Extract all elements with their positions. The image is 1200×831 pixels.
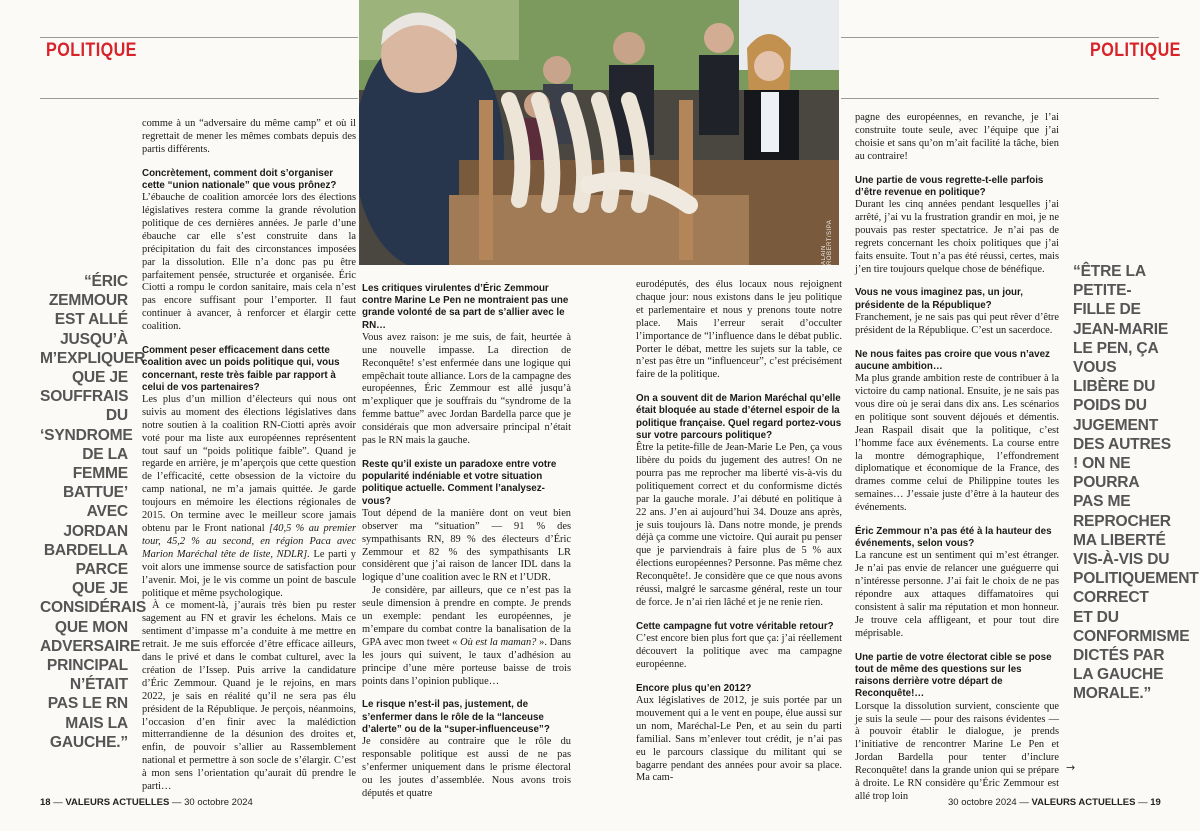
col4-paragraph: Franchement, je ne sais pas qui peut rêver d’être président de la République. C’est un sacerdoce.	[855, 311, 1059, 336]
col1-editor-note: [40,5 % au premier tour, 45,2 % au second, en région Paca avec Marion Maréchal tête de liste, NDLR].	[142, 522, 356, 560]
col2-paragraph: Tout dépend de la manière dont on veut bien observer ma “situation” — 91 % des sympathisants RN, 89 % des électeurs d’Éric Zemmour et 82 % des sympathisants LR considèrent que j’ai raison de lancer IDL dans la logique d’une coalition avec le RN et l’UDR.	[362, 507, 571, 584]
col2-question: Reste qu’il existe un paradoxe entre votre popularité indéniable et votre situation politique actuelle. Comment l’analysez-vous?	[362, 458, 557, 507]
col2-text: Je considère, par ailleurs, que ce n’est pas la seule dimension à prendre en compte. Je prends un exemple: pendant les européennes, je m’empare du combat contre la banalisation de la GPA avec mon tweet «	[362, 585, 571, 648]
col4-question: Éric Zemmour n’a pas été à la hauteur des événements, selon vous?	[855, 526, 1052, 550]
col3-paragraph: Aux législatives de 2012, je suis portée par un mouvement qui a le vent en poupe, élue aussi sur un nom, Maréchal-Le Pen, et au sein du parti familial. Sans m’enlever tout crédit, je n’ai pas eu le parcours classique du militant qui se bagarre pendant des années pour avoir sa place. Ma cam-	[636, 694, 842, 784]
col2-tweet-quote: Où est la maman?	[460, 636, 537, 648]
footer-right	[948, 797, 1161, 808]
col3-question: On a souvent dit de Marion Maréchal qu’elle était bloquée au stade d’éternel espoir de la politique française. Quel regard portez-vous sur votre parcours politique?	[636, 393, 842, 441]
col4-paragraph: Ma plus grande ambition reste de contribuer à la victoire du camp national. Ensuite, je ne sais pas vous dire où je serai dans dix ans. Les scénarios en politique sont souvent déjoués et démentis. Jean Raspail disait que la politique, c’est l’homme face aux événements. La course entre la montre démographique, l’effondrement diplomatique et économique de la France, des drames comme celui de Philippine toutes les semaines… J’essaie juste d’être à la hauteur des événements.	[855, 373, 1059, 514]
col3-question: Encore plus qu’en 2012?	[636, 682, 752, 694]
col4-paragraph: Lorsque la dissolution survient, consciente que je suis la seule — pour des raisons évidentes — à pouvoir établir le dialogue, je prends l’initiative de rencontrer Marine Le Pen et Jordan Bardella pour tenter d’inclure Reconquête! dans la grande union qui se prépare à droite. Le RN considère qu’Éric Zemmour est allé trop loin	[855, 700, 1059, 802]
col4-paragraph: pagne des européennes, en revanche, je l’ai construite toute seule, avec l’équipe que j’ai choisie et sans qu’on m’ait facilité la tâche, bien au contraire!	[855, 112, 1059, 162]
col1-question: Comment peser efficacement dans cette coalition avec un poids politique qui, vous concernant, reste très faible par rapport à celui de vos partenaires?	[142, 345, 340, 393]
footer-left	[40, 797, 253, 808]
col4-question: Une partie de votre électorat cible se pose tout de même des questions sur les raisons derrière votre départ de Reconquête!…	[855, 651, 1052, 700]
col3-paragraph: C’est encore bien plus fort que ça: j’ai réellement découvert la politique avec ma campagne européenne.	[636, 633, 842, 670]
column-3	[636, 279, 842, 785]
header-rule-right	[841, 37, 1159, 38]
article-photo	[359, 0, 839, 265]
header-rule-right-bottom	[841, 98, 1159, 99]
col3-paragraph: eurodéputés, des élus locaux nous rejoignent chaque jour: nous existons dans le jeu politique et parlementaire et nous y prenons toute notre place. Mais l’erreur serait d’occulter l’importance de “l’influence dans le débat public. Porter le débat, mettre les sujets sur la table, ce n’est pas être un “influenceur”, c’est précisément faire de la politique.	[636, 279, 842, 381]
col1-paragraph: L’ébauche de coalition amorcée lors des élections législatives restera comme la grande révolution politique de ces dernières années. Je parle d’une ébauche car elle s’est construite dans la précipitation du fait des circonstances imposées par la dissolution. Elle n’a donc pas pu être parfaitement pensée, structurée et organisée. Éric Ciotti a rompu le cordon sanitaire, mais cela n’est pas encore suffisant pour l’emporter. Il faut continuer à avancer, à renforcer et élargir cette coalition.	[142, 192, 356, 333]
col4-paragraph: La rancune est un sentiment qui m’est étranger. Je n’ai pas envie de relancer une guéguerre qui n’intéresse personne. J’ai fait le choix de ne pas répondre aux attaques diffamatoires qui consistent à salir ma réputation et mon honneur. Je trouve cela affligeant, et pour tout dire méprisable.	[855, 550, 1059, 639]
publication-title-right: VALEURS ACTUELLES	[1031, 797, 1136, 808]
page-number-left: 18	[40, 797, 51, 808]
footer-separator: —	[171, 797, 182, 808]
publication-title-left: VALEURS ACTUELLES	[65, 797, 170, 808]
rubric-left: POLITIQUE	[46, 40, 137, 61]
column-4	[855, 112, 1059, 804]
header-rule-left-bottom	[40, 98, 358, 99]
col2-paragraph	[362, 585, 571, 688]
col2-paragraph: Vous avez raison: je me suis, de fait, heurtée à une nouvelle impasse. La direction de Reconquête! s’est enfermée dans une logique qui empêchait toute alliance. Lors de la campagne des européennes, Éric Zemmour est allé jusqu’à m’expliquer que je souffrais du “syndrome de la femme battue” avec Jordan Bardella parce que je considérais que mon adversaire principal n’était pas le RN mais la gauche.	[362, 331, 571, 447]
pull-quote-left: “ÉRIC ZEMMOUR EST ALLÉ JUSQU’À M’EXPLIQUER QUE JE SOUFFRAIS DU ‘SYNDROME DE LA FEMME BATTUE’ AVEC JORDAN BARDELLA PARCE QUE JE CONSIDÉRAIS QUE MON ADVERSAIRE PRINCIPAL N’ÉTAIT PAS LE RN MAIS LA GAUCHE.”	[40, 273, 147, 751]
col4-question: Ne nous faites pas croire que vous n’avez aucune ambition…	[855, 348, 1050, 372]
col2-question: Le risque n’est-il pas, justement, de s’enfermer dans le rôle de la “lanceuse d’alerte” ou de la “super-influenceuse”?	[362, 699, 550, 735]
continue-arrow-icon: →	[1066, 761, 1076, 774]
col2-question: Les critiques virulentes d’Éric Zemmour contre Marine Le Pen ne montraient pas une grande volonté de sa part de s’allier avec le RN…	[362, 283, 569, 331]
col1-question: Concrètement, comment doit s’organiser cette “union nationale” que vous prônez?	[142, 167, 337, 191]
col1-text: Les plus d’un million d’électeurs qui nous ont suivis au moment des élections législatives dans notre soutien à la coalition RN-Ciotti après avoir voté pour ma liste aux européennes représentent tout sauf un “poids politique faible”. Quand je regarde en arrière, je m’aperçois que cette question de l’efficacité, cette obsession de la victoire du camp national, ne m’a jamais quittée. Je garde toujours en mémoire les élections régionales de 2015. On termine avec le meilleur score jamais obtenu par le Front national	[142, 393, 356, 534]
col1-paragraph: À ce moment-là, j’aurais très bien pu rester sagement au FN et gravir les échelons. Mais ce sentiment d’impasse m’a conduite à me mettre en retrait. Je me suis efforcée d’être efficace ailleurs, dans le privé et dans le combat culturel, avec la création de l’Issep. Puis arrive la candidature d’Éric Zemmour. Quand je le rejoins, en mars 2022, je sais en réalité qu’il ne sera pas élu président de la République. Je perçois, néanmoins, l’occasion d’en finir avec la malédiction mitterrandienne de la désunion des droites et, enfin, de pouvoir s’allier au Rassemblement national et permettre à son socle de s’élargir. C’est à mon sens l’orientation qu’aurait dû prendre le parti…	[142, 600, 356, 793]
col1-paragraph	[142, 394, 356, 601]
col1-paragraph: comme à un “adversaire du même camp” et où il regrettait de mener les mêmes combats depuis des partis différents.	[142, 118, 356, 155]
col1-text: Le parti y voit alors une immense source de satisfaction pour l’avenir. Moi, je le vis comme un point de bascule politique et même psychologique.	[142, 548, 357, 599]
header-rule-left	[40, 37, 358, 38]
column-1	[142, 118, 356, 794]
col2-text: ». Dans les jours qui suivent, le taux d’adhésion au principe d’une mère porteuse baisse de trois points dans l’opinion publique…	[362, 636, 571, 687]
photo-illustration	[359, 0, 839, 265]
col4-question: Une partie de vous regrette-t-elle parfois d’être revenue en politique?	[855, 174, 1044, 198]
footer-separator: —	[1138, 797, 1148, 808]
issue-date-right: 30 octobre 2024	[948, 797, 1017, 808]
rubric-right: POLITIQUE	[1090, 40, 1181, 61]
footer-separator: —	[1019, 797, 1029, 808]
photo-credit: ALAIN ROBERT/SIPA	[821, 219, 833, 265]
pull-quote-right: “ÊTRE LA PETITE-FILLE DE JEAN-MARIE LE PEN, ÇA VOUS LIBÈRE DU POIDS DU JUGEMENT DES AUTRES ! ON NE POURRA PAS ME REPROCHER MA LIBERTÉ VIS-À-VIS DU POLITIQUEMENT CORRECT ET DU CONFORMISME DICTÉS PAR LA GAUCHE MORALE.”	[1073, 263, 1199, 703]
col4-paragraph: Durant les cinq années pendant lesquelles j’ai arrêté, j’ai vu la frustration grandir en moi, je ne pouvais pas rester spectatrice. Je n’ai pas de regrets concernant les choix politiques que j’ai faits ensuite. Tout n’a pas été réussi, certes, mais j’en tire toujours quelque chose de bénéfique.	[855, 199, 1059, 275]
page-number-right: 19	[1150, 797, 1161, 808]
footer-separator: —	[53, 797, 63, 808]
col3-question: Cette campagne fut votre véritable retour?	[636, 620, 834, 632]
issue-date-left: 30 octobre 2024	[184, 797, 253, 808]
col4-question: Vous ne vous imaginez pas, un jour, présidente de la République?	[855, 287, 1024, 311]
col2-paragraph: Je considère au contraire que le rôle du responsable politique est aussi de ne pas s’enfermer uniquement dans le prisme électoral ou les joutes d’assemblée. Nous avons trois députés et quatre	[362, 736, 571, 799]
column-2	[362, 283, 571, 801]
col3-paragraph: Être la petite-fille de Jean-Marie Le Pen, ça vous libère du poids du jugement des autres! On ne pourra pas me reprocher ma liberté vis-à-vis du politiquement correct et du conformisme dictés par la gauche morale. J’ai débuté en politique à 22 ans. J’en ai aujourd’hui 34. Douze ans après, je suis toujours là. Dans notre monde, je prends déjà ça comme une victoire. Qui aurait pu penser que je parviendrais à faire plus de 5 % aux élections européennes? Personne. Pas même chez Reconquête!. Je considère que ce que nous avons réussi, malgré le sarcasme général, reste un tour de force. Je n’ai rien lâché et je ne renie rien.	[636, 442, 843, 608]
